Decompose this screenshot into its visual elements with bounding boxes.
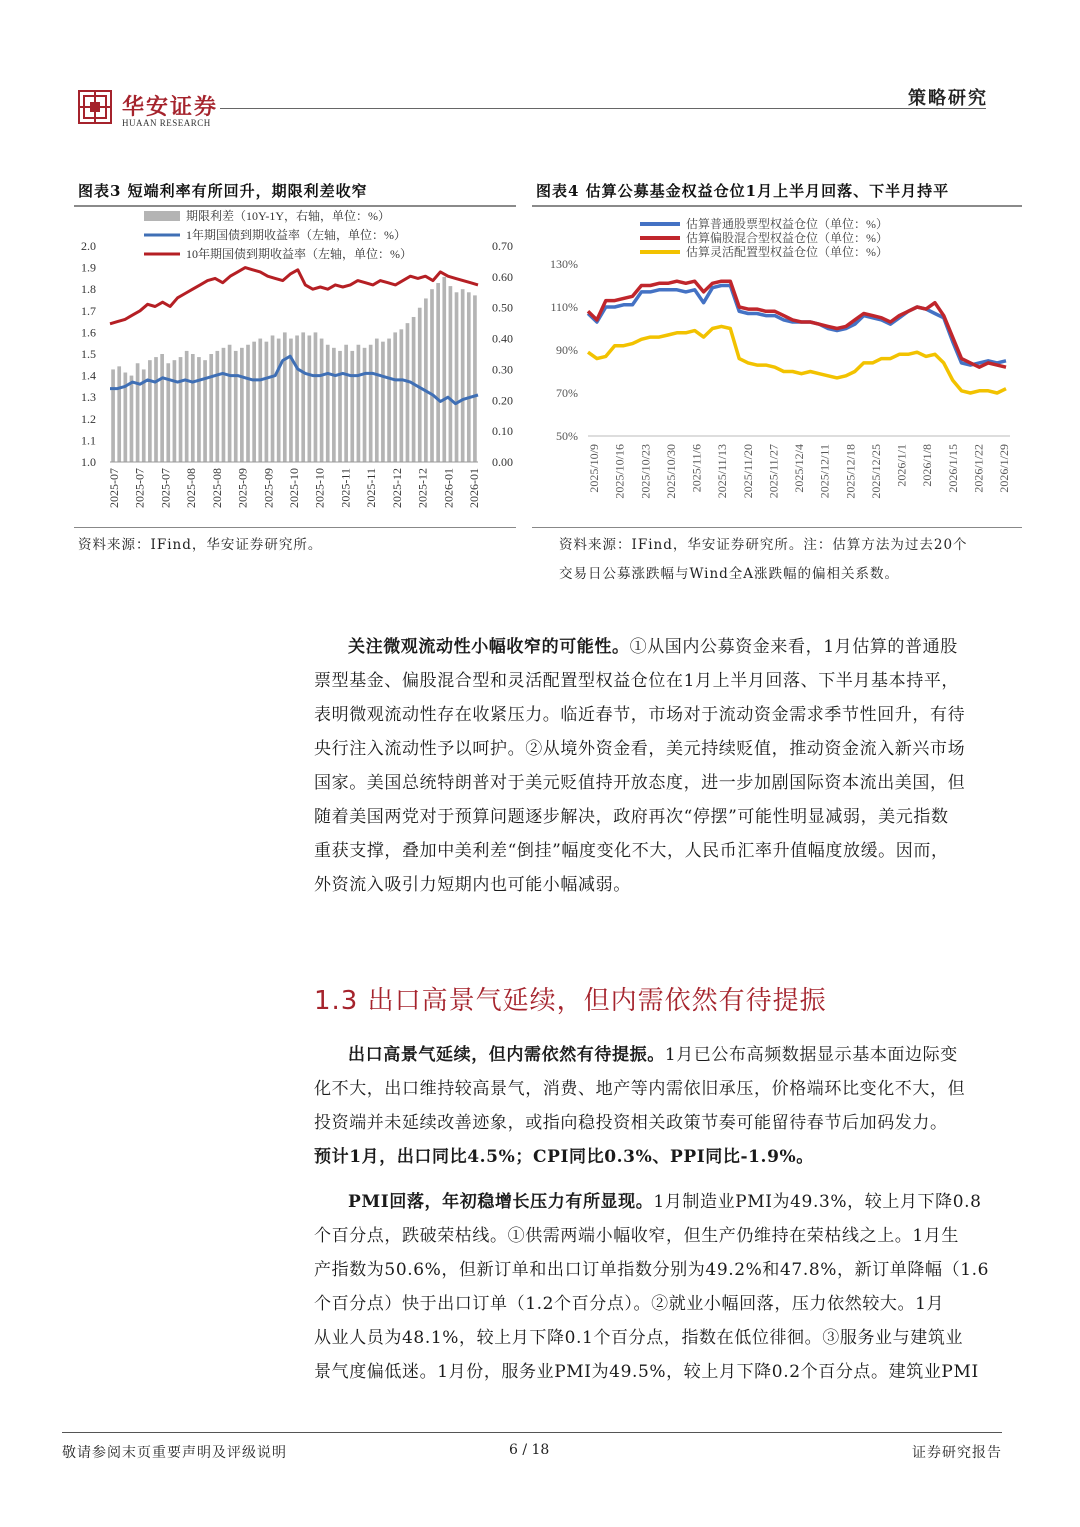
text-line: 景气度偏低迷。1月份，服务业PMI为49.5%，较上月下降0.2个百分点。建筑业PMI bbox=[314, 1362, 979, 1382]
left-tick-label: 1.0 bbox=[81, 455, 96, 469]
spread-bar bbox=[449, 286, 453, 462]
footer-report-type: 证券研究报告 bbox=[912, 1445, 1002, 1461]
text-line: 随着美国两党对于预算问题逐步解决，政府再次“停摆”可能性明显减弱，美元指数 bbox=[314, 807, 949, 827]
yield-1y-line bbox=[110, 356, 478, 404]
right-tick-label: 0.30 bbox=[492, 362, 513, 377]
text-line: 从业人员为48.1%，较上月下降0.1个百分点，指数在低位徘徊。③服务业与建筑业 bbox=[314, 1328, 964, 1348]
paragraph-lead: PMI回落，年初稳增长压力有所显现。 bbox=[348, 1192, 654, 1212]
left-tick-label: 1.8 bbox=[81, 282, 96, 297]
legend-label: 1年期国债到期收益率（左轴，单位：%） bbox=[186, 228, 406, 242]
figure3-source-rule bbox=[74, 527, 516, 528]
spread-bar bbox=[363, 348, 367, 462]
text-line: 个百分点，跌破荣枯线。①供需两端小幅收窄，但生产仍维持在荣枯线之上。1月生 bbox=[314, 1226, 960, 1246]
x-tick-label: 2026/1/22 bbox=[971, 444, 986, 493]
paragraph-export bbox=[314, 1038, 1004, 1174]
spread-bar bbox=[338, 351, 342, 462]
flexible-fund-line bbox=[588, 326, 1006, 393]
forecast-line: 预计1月，出口同比4.5%；CPI同比0.3%、PPI同比-1.9%。 bbox=[314, 1147, 814, 1167]
footer-disclaimer: 敬请参阅末页重要声明及评级说明 bbox=[62, 1445, 287, 1461]
figure4-title-rule bbox=[532, 205, 1022, 207]
x-tick-label: 2025/10/16 bbox=[612, 444, 627, 499]
x-tick-label: 2026/1/1 bbox=[894, 444, 909, 487]
spread-bar bbox=[314, 332, 318, 462]
y-tick-label: 130% bbox=[550, 257, 578, 271]
yield-10y-line bbox=[110, 268, 478, 324]
text-line: 投资端并未延续改善迹象，或指向稳投资相关政策节奏可能留待春节后加码发力。 bbox=[314, 1113, 948, 1133]
report-section-label: 策略研究 bbox=[908, 88, 988, 109]
left-tick-label: 1.1 bbox=[81, 433, 96, 448]
spread-bar bbox=[173, 360, 177, 462]
logo-text-cn: 华安证券 bbox=[122, 94, 219, 120]
spread-bar bbox=[240, 348, 244, 462]
spread-bar bbox=[399, 329, 403, 462]
spread-bar bbox=[424, 298, 428, 462]
spread-bar bbox=[209, 354, 213, 462]
x-tick-label: 2025/11/6 bbox=[689, 444, 704, 493]
y-tick-label: 110% bbox=[550, 300, 578, 314]
right-tick-label: 0.20 bbox=[492, 393, 513, 408]
spread-bar bbox=[222, 348, 226, 462]
spread-bar bbox=[387, 339, 391, 462]
legend-swatch-spread bbox=[144, 211, 180, 221]
spread-bar bbox=[307, 335, 311, 462]
x-tick-label: 2025-07 bbox=[107, 468, 121, 508]
spread-bar bbox=[185, 351, 189, 462]
left-tick-label: 1.9 bbox=[81, 260, 96, 275]
text-line: 表明微观流动性存在收紧压力。临近春节，市场对于流动资金需求季节性回升，有待 bbox=[314, 705, 966, 725]
left-tick-label: 1.2 bbox=[81, 411, 96, 426]
text-line: ①从国内公募资金来看，1月估算的普通股 bbox=[629, 637, 958, 657]
text-line: 产指数为50.6%，但新订单和出口订单指数分别为49.2%和47.8%，新订单降幅（1.6 bbox=[314, 1260, 990, 1280]
text-line: 外资流入吸引力短期内也可能小幅减弱。 bbox=[314, 875, 631, 895]
spread-bar bbox=[130, 376, 134, 462]
spread-bar bbox=[154, 357, 158, 462]
right-tick-label: 0.00 bbox=[492, 455, 513, 469]
spread-bar bbox=[203, 360, 207, 462]
right-tick-label: 0.50 bbox=[492, 300, 513, 315]
spread-bar bbox=[357, 345, 361, 462]
y-tick-label: 50% bbox=[556, 429, 578, 443]
section-title: 1.3 出口高景气延续，但内需依然有待提振 bbox=[314, 986, 827, 1016]
right-tick-label: 0.60 bbox=[492, 269, 513, 284]
spread-bar bbox=[332, 348, 336, 462]
right-tick-label: 0.10 bbox=[492, 424, 513, 439]
x-tick-label: 2025-12 bbox=[415, 468, 430, 508]
spread-bar bbox=[252, 342, 256, 462]
text-line: 1月制造业PMI为49.3%，较上月下降0.8 bbox=[653, 1192, 982, 1212]
spread-bar bbox=[369, 345, 373, 462]
spread-bar bbox=[179, 357, 183, 462]
page-header bbox=[78, 76, 988, 136]
x-tick-label: 2025-09 bbox=[261, 468, 276, 508]
spread-bar bbox=[412, 317, 416, 462]
figure4-title: 图表4 估算公募基金权益仓位1月上半月回落、下半月持平 bbox=[536, 182, 950, 200]
x-tick-label: 2026-01 bbox=[467, 468, 481, 508]
chart-rates bbox=[60, 208, 530, 523]
x-tick-label: 2025-09 bbox=[235, 468, 250, 508]
spread-bar bbox=[246, 345, 250, 462]
x-tick-label: 2025/10/30 bbox=[663, 444, 678, 499]
figure3-title-rule bbox=[74, 205, 516, 207]
position-lines bbox=[588, 281, 1006, 393]
spread-bar bbox=[295, 335, 299, 462]
spread-bar bbox=[430, 289, 434, 462]
chart4-legend bbox=[640, 216, 888, 259]
x-tick-label: 2025-12 bbox=[389, 468, 404, 508]
spread-bar bbox=[473, 295, 477, 462]
figure3-source: 资料来源：IFind，华安证券研究所。 bbox=[78, 537, 323, 553]
spread-bar bbox=[375, 339, 379, 462]
left-tick-label: 1.7 bbox=[81, 303, 96, 318]
legend-label: 估算普通股票型权益仓位（单位：%） bbox=[686, 217, 888, 231]
x-tick-label: 2026/1/15 bbox=[945, 444, 960, 493]
logo-text-en: HUAAN RESEARCH bbox=[122, 118, 211, 128]
text-line: 国家。美国总统特朗普对于美元贬值持开放态度，进一步加剧国际资本流出美国，但 bbox=[314, 773, 966, 793]
x-tick-label: 2025-10 bbox=[312, 468, 327, 508]
spread-bar bbox=[406, 323, 410, 462]
spread-bar bbox=[455, 292, 459, 462]
legend-label: 10年期国债到期收益率（左轴，单位：%） bbox=[186, 247, 412, 261]
spread-bar bbox=[442, 277, 446, 462]
spread-bar bbox=[191, 354, 195, 462]
legend-label: 期限利差（10Y-1Y，右轴，单位：%） bbox=[186, 209, 390, 223]
spread-bar bbox=[234, 351, 238, 462]
paragraph-lead: 关注微观流动性小幅收窄的可能性。 bbox=[348, 637, 630, 657]
legend-label: 估算偏股混合型权益仓位（单位：%） bbox=[686, 231, 888, 245]
x-tick-label: 2026-01 bbox=[441, 468, 456, 508]
paragraph-lead: 出口高景气延续，但内需依然有待提振。 bbox=[348, 1045, 665, 1065]
x-tick-label: 2025-11 bbox=[364, 468, 379, 508]
spread-bar bbox=[320, 339, 324, 462]
x-tick-label: 2025/11/27 bbox=[766, 444, 781, 499]
page-number: 6 / 18 bbox=[509, 1442, 550, 1458]
spread-bar bbox=[301, 332, 305, 462]
huaan-logo-icon bbox=[78, 90, 112, 124]
x-tick-label: 2026/1/8 bbox=[920, 444, 935, 487]
spread-bar bbox=[265, 342, 269, 462]
x-tick-label: 2025/12/25 bbox=[868, 444, 883, 499]
paragraph-liquidity bbox=[314, 630, 1004, 902]
spread-bar bbox=[436, 283, 440, 462]
x-tick-label: 2025/10/23 bbox=[638, 444, 653, 499]
spread-bar bbox=[344, 345, 348, 462]
text-line: 个百分点）快于出口订单（1.2个百分点）。②就业小幅回落，压力依然较大。1月 bbox=[314, 1294, 945, 1314]
spread-bar bbox=[136, 363, 140, 462]
left-tick-label: 1.4 bbox=[81, 368, 96, 383]
spread-bar bbox=[197, 357, 201, 462]
spread-bar bbox=[326, 345, 330, 462]
left-tick-label: 1.6 bbox=[81, 325, 96, 340]
x-tick-label: 2025/10/9 bbox=[587, 444, 601, 493]
x-tick-label: 2025-11 bbox=[338, 468, 353, 508]
x-tick-label: 2025-07 bbox=[158, 468, 173, 508]
spread-bar bbox=[258, 339, 262, 462]
x-tick-label: 2026/1/29 bbox=[997, 444, 1011, 493]
x-tick-label: 2025/11/20 bbox=[740, 444, 755, 499]
x-tick-label: 2025/12/4 bbox=[792, 444, 806, 493]
spread-bar bbox=[467, 292, 471, 462]
stock-fund-line bbox=[588, 286, 1006, 366]
spread-bar bbox=[350, 351, 354, 462]
x-tick-label: 2025-10 bbox=[287, 468, 301, 508]
x-tick-label: 2025-07 bbox=[132, 468, 147, 508]
spread-bar bbox=[160, 354, 164, 462]
x-tick-label: 2025-08 bbox=[184, 468, 199, 508]
paragraph-pmi bbox=[314, 1185, 1004, 1389]
header-divider bbox=[220, 108, 986, 109]
spread-bar bbox=[271, 335, 275, 462]
figure4-source-line2: 交易日公募涨跌幅与Wind全A涨跌幅的偏相关系数。 bbox=[559, 566, 900, 582]
y-tick-label: 70% bbox=[556, 386, 578, 400]
right-tick-label: 0.40 bbox=[492, 331, 513, 346]
x-tick-label: 2025/12/11 bbox=[817, 444, 832, 499]
spread-bar bbox=[418, 308, 422, 462]
y-tick-label: 90% bbox=[556, 343, 578, 357]
spread-bar bbox=[381, 342, 385, 462]
figure4-source-line1: 资料来源：IFind，华安证券研究所。注：估算方法为过去20个 bbox=[559, 537, 968, 553]
text-line: 化不大，出口维持较高景气，消费、地产等内需依旧承压，价格端环比变化不大，但 bbox=[314, 1079, 966, 1099]
chart4-axes bbox=[550, 257, 1011, 499]
legend-label: 估算灵活配置型权益仓位（单位：%） bbox=[686, 245, 888, 259]
text-line: 1月已公布高频数据显示基本面边际变 bbox=[664, 1045, 958, 1065]
spread-bar bbox=[461, 289, 465, 462]
footer-divider bbox=[62, 1432, 1002, 1433]
left-tick-label: 1.5 bbox=[81, 347, 96, 361]
right-tick-label: 0.70 bbox=[492, 239, 513, 253]
spread-bar bbox=[393, 332, 397, 462]
spread-bar bbox=[215, 351, 219, 462]
spread-bar bbox=[283, 332, 287, 462]
left-tick-label: 1.3 bbox=[81, 390, 96, 405]
spread-bar bbox=[117, 366, 121, 462]
spread-bar bbox=[148, 360, 152, 462]
figure4-source-rule bbox=[532, 527, 1022, 528]
spread-bar bbox=[111, 369, 115, 462]
x-tick-label: 2025-08 bbox=[209, 468, 224, 508]
spread-bar bbox=[228, 345, 232, 462]
yield-lines bbox=[110, 268, 478, 404]
mixed-fund-line bbox=[588, 281, 1006, 367]
x-tick-label: 2025/12/18 bbox=[843, 444, 858, 499]
spread-bar bbox=[277, 339, 281, 462]
text-line: 票型基金、偏股混合型和灵活配置型权益仓位在1月上半月回落、下半月基本持平， bbox=[314, 671, 960, 691]
text-line: 重获支撑，叠加中美利差“倒挂”幅度变化不大，人民币汇率升值幅度放缓。因而， bbox=[314, 841, 949, 861]
text-line: 央行注入流动性予以呵护。②从境外资金看，美元持续贬值，推动资金流入新兴市场 bbox=[314, 739, 966, 759]
chart-fund-positions bbox=[540, 208, 1020, 523]
x-tick-label: 2025/11/13 bbox=[715, 444, 730, 499]
chart3-legend bbox=[144, 208, 412, 261]
left-tick-label: 2.0 bbox=[81, 239, 96, 253]
figure3-title: 图表3 短端利率有所回升，期限利差收窄 bbox=[78, 182, 368, 200]
